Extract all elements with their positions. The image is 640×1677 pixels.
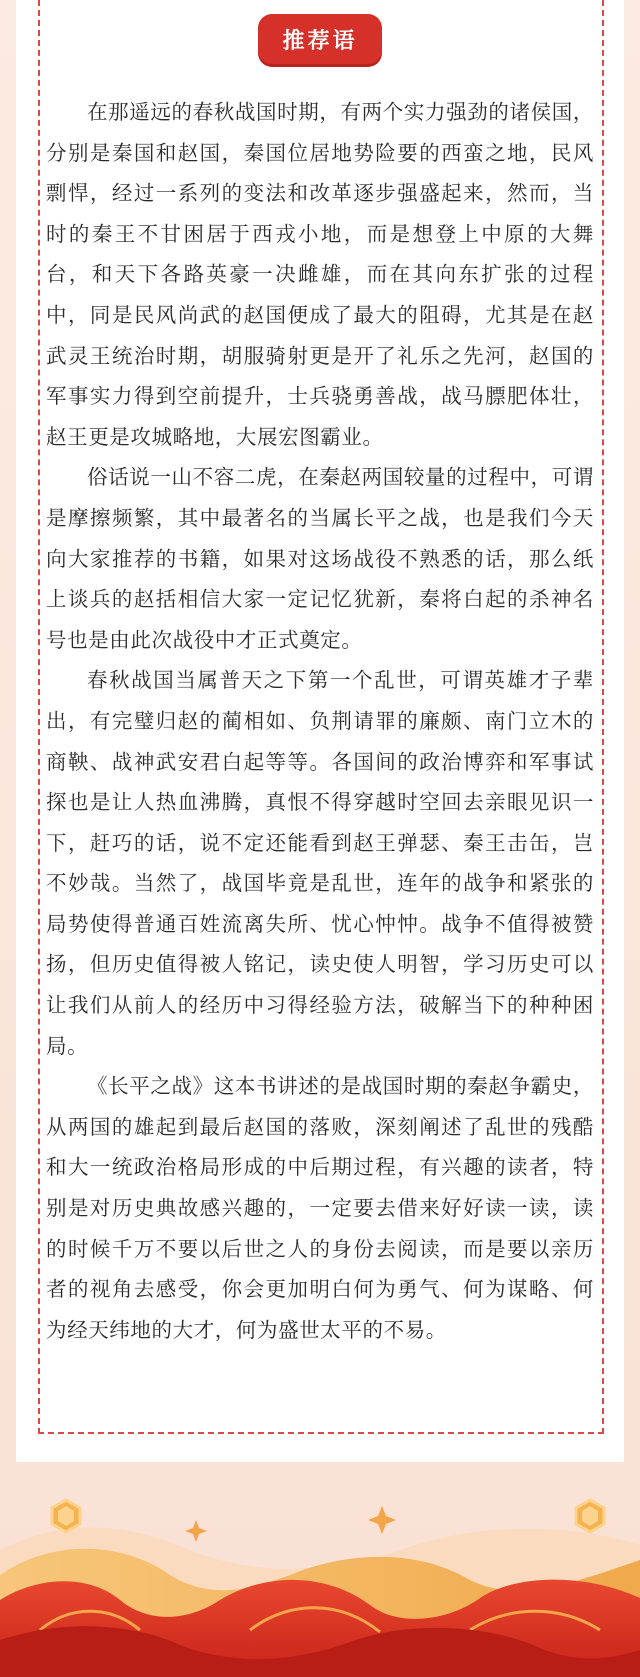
paragraph: 《长平之战》这本书讲述的是战国时期的秦赵争霸史，从两国的雄起到最后赵国的落败，深刻阐述了乱世的残酷和大一统政治格局形成的中后期过程，有兴趣的读者，特别是对历史典故感兴趣的，一定要去借来好好读一读，读的时候千万不要以后世之人的身份去阅读，而是要以亲历者的视角去感受，你会更加明白何为勇气、何为谋略、何为经天纬地的大才，何为盛世太平的不易。: [46, 1074, 594, 1342]
sparkle-icon: [185, 1520, 207, 1542]
paragraph: 在那遥远的春秋战国时期，有两个实力强劲的诸侯国，分别是秦国和赵国，秦国位居地势险要的西蛮之地，民风剽悍，经过一系列的变法和改革逐步强盛起来，然而，当时的秦王不甘困居于西戎小地，而是想登上中原的大舞台，和天下各路英豪一决雌雄，而在其向东扩张的过程中，同是民风尚武的赵国便成了最大的阻碍，尤其是在赵武灵王统治时期，胡服骑射更是开了礼乐之先河，赵国的军事实力得到空前提升，士兵骁勇善战，战马膘肥体壮，赵王更是攻城略地，大展宏图霸业。: [46, 100, 594, 449]
sparkle-icon: [368, 1506, 396, 1534]
paragraph: 俗话说一山不容二虎，在秦赵两国较量的过程中，可谓是摩擦频繁，其中最著名的当属长平之战，也是我们今天向大家推荐的书籍，如果对这场战役不熟悉的话，那么纸上谈兵的赵括相信大家一定记忆犹新，秦将白起的杀神名号也是由此次战役中才正式奠定。: [46, 465, 594, 652]
hexagon-icon: [576, 1500, 604, 1532]
footer-decoration: [0, 1480, 640, 1677]
hexagon-icon: [52, 1500, 80, 1532]
section-title-badge: 推荐语: [258, 14, 382, 64]
article-body: [46, 92, 594, 1350]
footer-art: [0, 1480, 640, 1677]
paragraph: 春秋战国当属普天之下第一个乱世，可谓英雄才子辈出，有完璧归赵的蔺相如、负荆请罪的廉颇、南门立木的商鞅、战神武安君白起等等。各国间的政治博弈和军事试探也是让人热血沸腾，真恨不得穿越时空回去亲眼见识一下，赶巧的话，说不定还能看到赵王弹瑟、秦王击缶，岂不妙哉。当然了，战国毕竟是乱世，连年的战争和紧张的局势使得普通百姓流离失所、忧心忡忡。战争不值得被赞扬，但历史值得被人铭记，读史使人明智，学习历史可以让我们从前人的经历中习得经验方法，破解当下的种种困局。: [46, 668, 594, 1058]
